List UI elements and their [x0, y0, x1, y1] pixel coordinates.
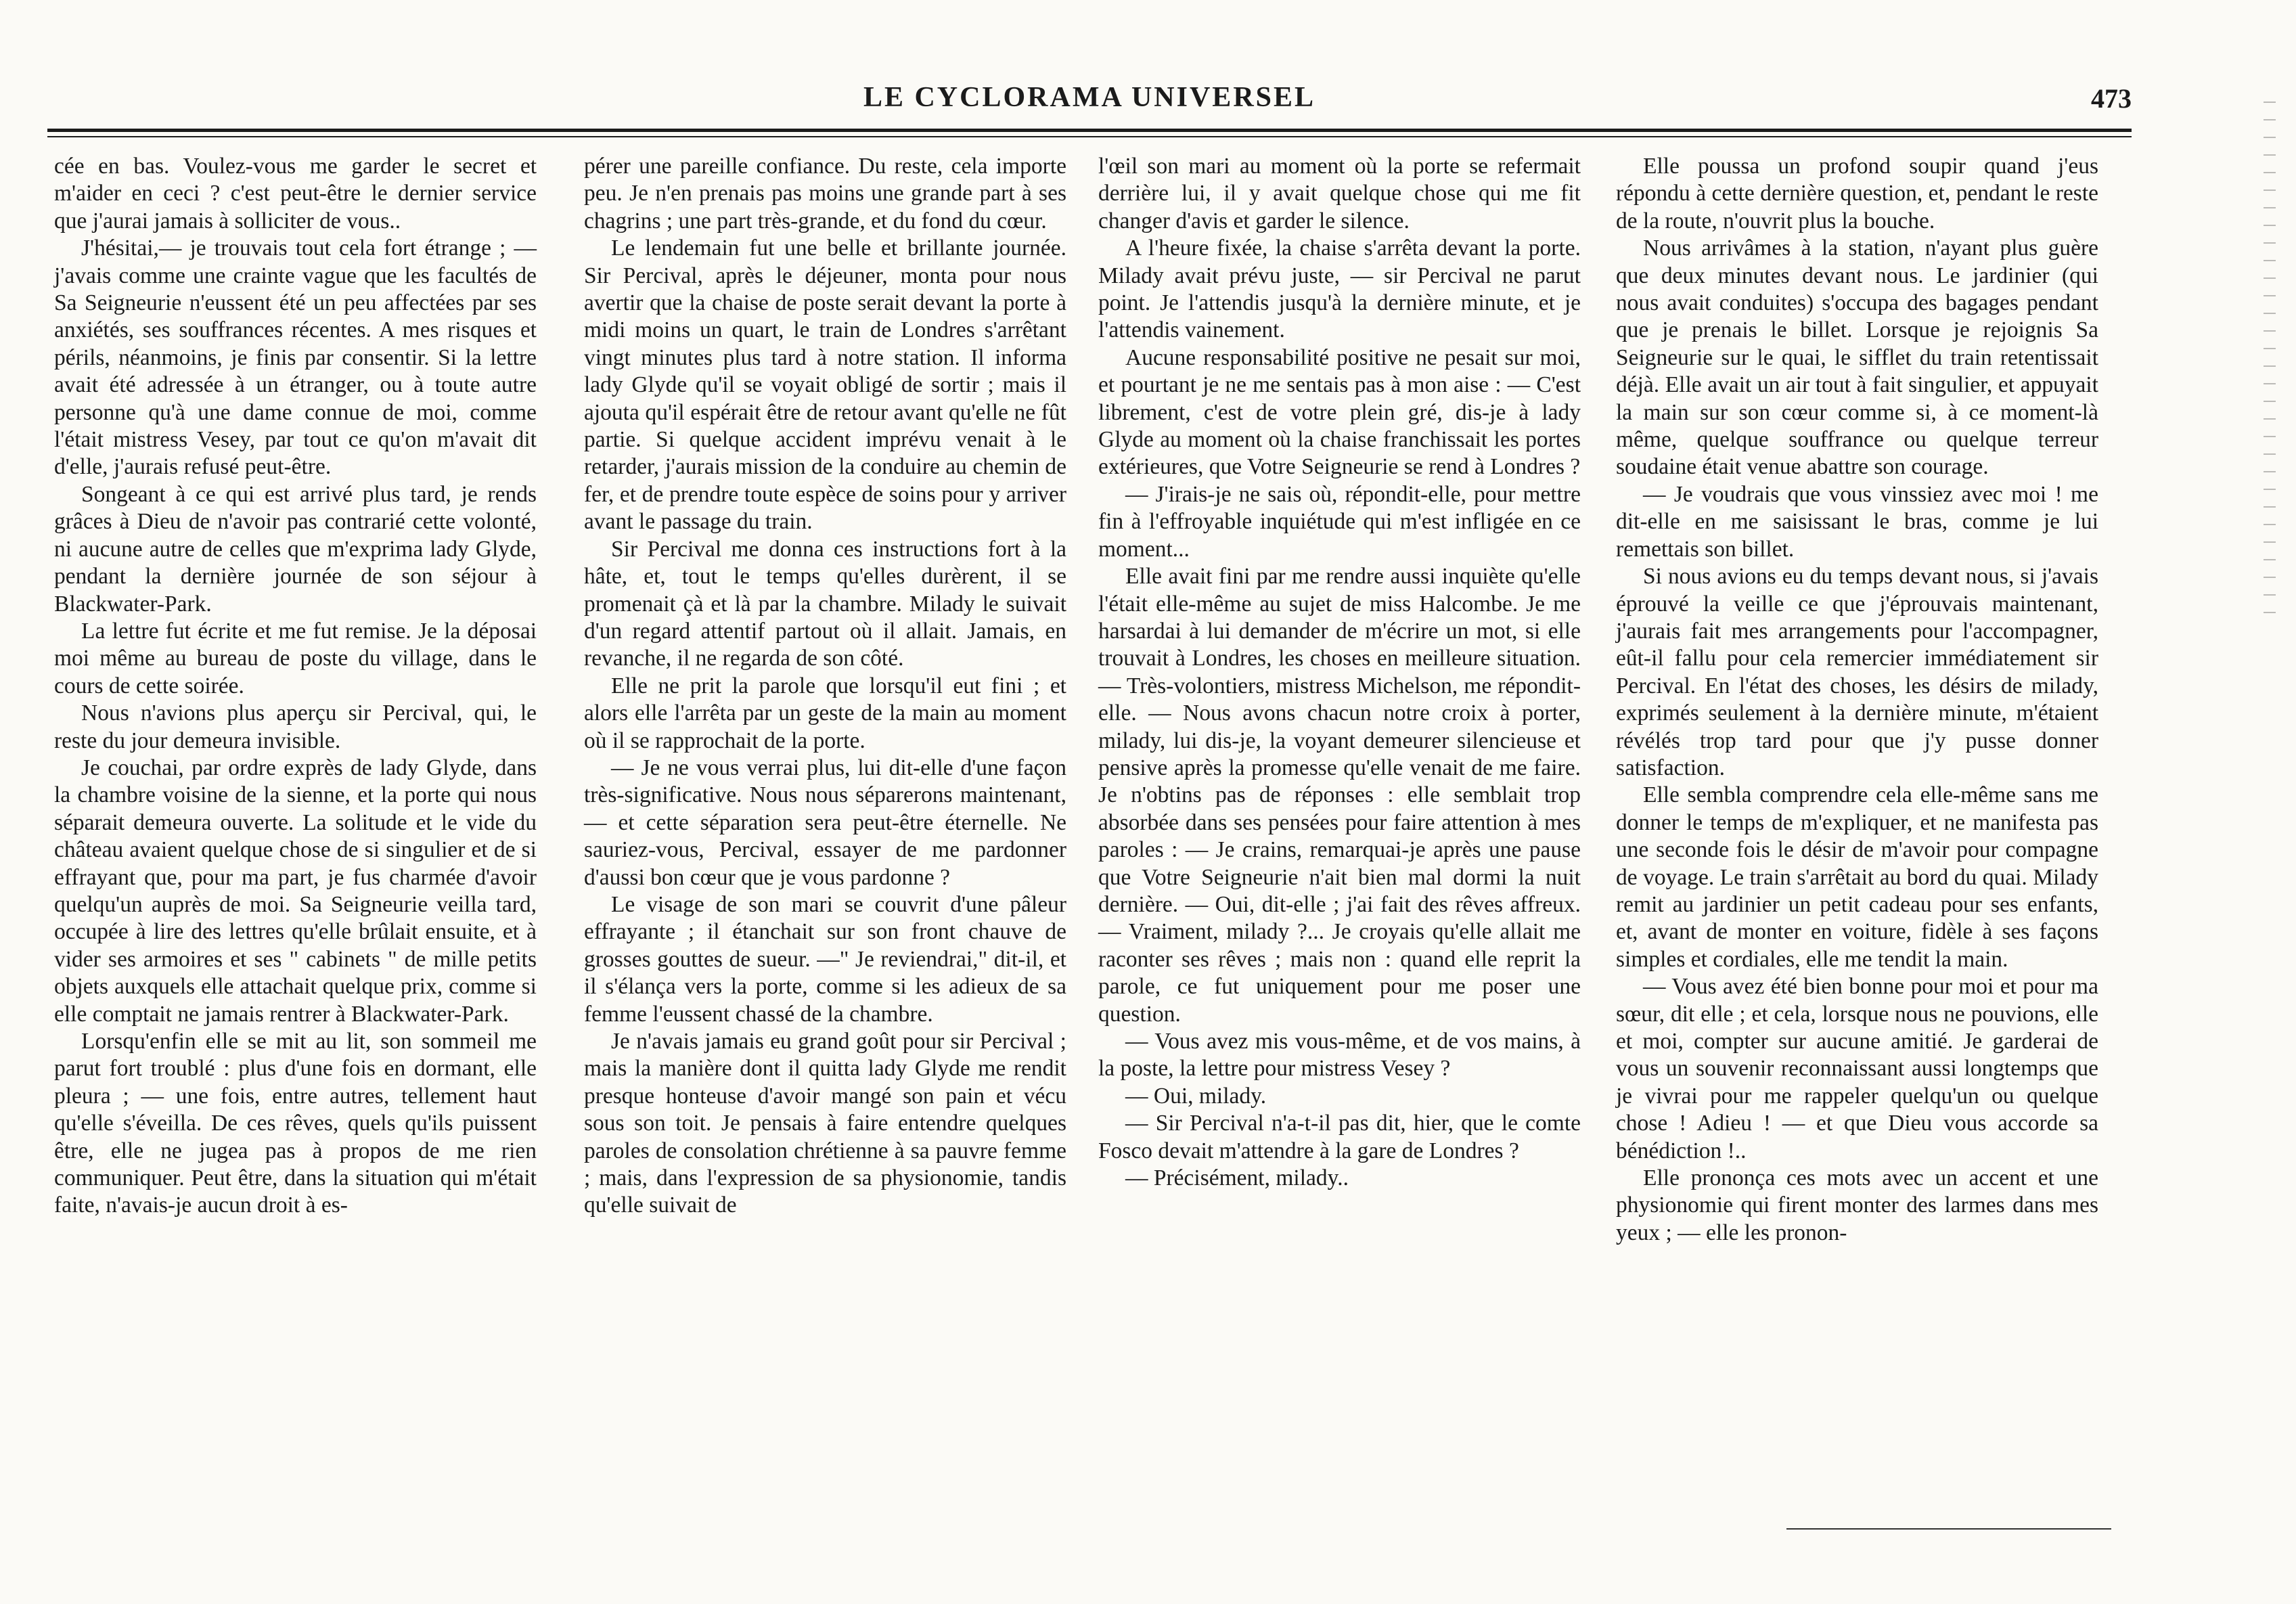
footer-rule [1786, 1528, 2111, 1530]
paragraph: Lorsqu'enfin elle se mit au lit, son sommeil me parut fort troublé : plus d'une fois en dormant, elle pleura ; — une fois, entre autres, tellement haut qu'elle s'éveilla. De ces rêves, quels qu'ils puissent être, elle ne jugea pas à propos de me rien communiquer. Peut être, dans la situation qui m'était faite, n'avais-je aucun droit à es- [54, 1029, 537, 1218]
paragraph: — Je voudrais que vous vinssiez avec moi ! me dit-elle en me saisissant le bras, comme je lui remettais son billet. [1616, 481, 2098, 562]
paragraph: — Sir Percival n'a-t-il pas dit, hier, que le comte Fosco devait m'attendre à la gare de Londres ? [1098, 1111, 1581, 1163]
paragraph: l'œil son mari au moment où la porte se refermait derrière lui, il y avait quelque chose qui me fit changer d'avis et garder le silence. [1098, 154, 1581, 233]
column-2 [584, 153, 1066, 1220]
paragraph: cée en bas. Voulez-vous me garder le secret et m'aider en ceci ? c'est peut-être le dernier service que j'aurai jamais à solliciter de vous.. [54, 154, 537, 233]
column-1 [54, 153, 537, 1220]
page-header [47, 81, 2132, 135]
paragraph: J'hésitai,— je trouvais tout cela fort étrange ; — j'avais comme une crainte vague que les facultés de Sa Seigneurie n'eussent été un peu affectées par ses anxiétés, ses souffrances récentes. A mes risques et périls, néanmoins, je finis par consentir. Si la lettre avait été adressée à un étranger, ou à toute autre personne qu'à une dame connue de moi, comme l'était mistress Vesey, par tout ce qu'on m'avait dit d'elle, j'aurais refusé peut-être. [54, 236, 537, 480]
paragraph: Elle prononça ces mots avec un accent et une physionomie qui firent monter des larmes dans mes yeux ; — elle les pronon- [1616, 1165, 2098, 1245]
paragraph: — Vous avez été bien bonne pour moi et pour ma sœur, dit elle ; et cela, lorsque nous ne pouvions, elle et moi, compter sur aucune amitié. Je garderai de vous un souvenir reconnaissant aussi longtemps que je vivrai pour me rappeler quelqu'un ou quelque chose ! Adieu ! — et que Dieu vous accorde sa bénédiction !.. [1616, 974, 2098, 1163]
paragraph: Nous arrivâmes à la station, n'ayant plus guère que deux minutes devant nous. Le jardinier (qui nous avait conduites) s'occupa des bagages pendant que je prenais le billet. Lorsque je rejoignis Sa Seigneurie sur le quai, le sifflet du train retentissait déjà. Elle avait un air tout à fait singulier, et appuyait la main sur son cœur comme si, à ce moment-là même, quelque souffrance ou quelque terreur soudaine était venue abattre son courage. [1616, 236, 2098, 480]
page-number: 473 [2091, 83, 2132, 114]
paragraph: Sir Percival me donna ces instructions fort à la hâte, et, tout le temps qu'elles durèrent, il se promenait çà et là par la chambre. Milady le suivait d'un regard attentif partout où il allait. Jamais, en revanche, il ne regarda de son côté. [584, 536, 1066, 671]
page-edge-mark [2264, 102, 2276, 616]
paragraph: Nous n'avions plus aperçu sir Percival, qui, le reste du jour demeura invisible. [54, 700, 537, 753]
header-rule-thin [47, 136, 2132, 137]
paragraph: — Vous avez mis vous-même, et de vos mains, à la poste, la lettre pour mistress Vesey ? [1098, 1029, 1581, 1082]
paragraph: — J'irais-je ne sais où, répondit-elle, pour mettre fin à l'effroyable inquiétude qui m'est infligée en ce moment... [1098, 481, 1581, 562]
paragraph: Elle sembla comprendre cela elle-même sans me donner le temps de m'expliquer, et ne manifesta pas une seconde fois le désir de m'avoir pour compagne de voyage. Le train s'arrêtait au bord du quai. Milady remit au jardinier un petit cadeau pour ses enfants, et, avant de monter en voiture, fidèle à ses façons simples et cordiales, elle me tendit la main. [1616, 782, 2098, 972]
paragraph: — Précisément, milady.. [1125, 1165, 1349, 1191]
paragraph: — Oui, milady. [1125, 1083, 1267, 1109]
paragraph: Aucune responsabilité positive ne pesait sur moi, et pourtant je ne me sentais pas à mon aise : — C'est librement, c'est de votre plein gré, dis-je à lady Glyde au moment où la chaise franchissait les portes extérieures, que Votre Seigneurie se rend à Londres ? [1098, 344, 1581, 480]
column-3 [1098, 153, 1581, 1192]
header-rule [47, 129, 2132, 132]
paragraph: A l'heure fixée, la chaise s'arrêta devant la porte. Milady avait prévu juste, — sir Percival ne parut point. Je l'attendis jusqu'à la dernière minute, et je l'attendis vainement. [1098, 236, 1581, 343]
text-columns [54, 153, 2126, 1425]
paragraph: Songeant à ce qui est arrivé plus tard, je rends grâces à Dieu de n'avoir pas contrarié cette volonté, ni aucune autre de celles que m'exprima lady Glyde, pendant la dernière journée de son séjour à Blackwater-Park. [54, 481, 537, 617]
paragraph: Je n'avais jamais eu grand goût pour sir Percival ; mais la manière dont il quitta lady Glyde me rendit presque honteuse d'avoir mangé son pain et vécu sous son toit. Je pensais à faire entendre quelques paroles de consolation chrétienne à sa pauvre femme ; mais, dans l'expression de sa physionomie, tandis qu'elle suivait de [584, 1029, 1066, 1218]
running-title: LE CYCLORAMA UNIVERSEL [863, 82, 1316, 113]
paragraph: Je couchai, par ordre exprès de lady Glyde, dans la chambre voisine de la sienne, et la porte qui nous séparait demeura ouverte. La solitude et le vide du château avaient quelque chose de si singulier et de si effrayant que, pour ma part, je fus charmée d'avoir quelqu'un auprès de moi. Sa Seigneurie veilla tard, occupée à lire des lettres qu'elle brûlait ensuite, et à vider ses armoires et ses " cabinets " de mille petits objets auxquels elle attachait quelque prix, comme si elle comptait ne jamais rentrer à Blackwater-Park. [54, 755, 537, 1027]
paragraph: La lettre fut écrite et me fut remise. Je la déposai moi même au bureau de poste du village, dans le cours de cette soirée. [54, 618, 537, 698]
paragraph: Le visage de son mari se couvrit d'une pâleur effrayante ; il étanchait sur son front chauve de grosses gouttes de sueur. —" Je reviendrai," dit-il, et il s'élança vers la porte, comme si les adieux de sa femme l'eussent chassé de la chambre. [584, 891, 1066, 1027]
paragraph: Elle poussa un profond soupir quand j'eus répondu à cette dernière question, et, pendant le reste de la route, n'ouvrit plus la bouche. [1616, 154, 2098, 233]
paragraph: pérer une pareille confiance. Du reste, cela importe peu. Je n'en prenais pas moins une grande part à ses chagrins ; une part très-grande, et du fond du cœur. [584, 154, 1066, 233]
paragraph: — Je ne vous verrai plus, lui dit-elle d'une façon très-significative. Nous nous séparerons maintenant, — et cette séparation sera peut-être éternelle. Ne sauriez-vous, Percival, essayer de me pardonner d'aussi bon cœur que je vous pardonne ? [584, 755, 1066, 890]
column-4 [1616, 153, 2098, 1247]
paragraph: Le lendemain fut une belle et brillante journée. Sir Percival, après le déjeuner, monta pour nous avertir que la chaise de poste serait devant la porte à midi moins un quart, le train de Londres s'arrêtant vingt minutes plus tard à notre station. Il informa lady Glyde qu'il se voyait obligé de sortir ; mais il ajouta qu'il espérait être de retour avant qu'elle ne fût partie. Si quelque accident imprévu venait à le retarder, j'aurais mission de la conduire au chemin de fer, et de prendre toute espèce de soins pour y arriver avant le passage du train. [584, 236, 1066, 535]
paragraph: Si nous avions eu du temps devant nous, si j'avais éprouvé la veille ce que j'éprouvais maintenant, j'aurais fait mes arrangements pour l'accompagner, eût-il fallu pour cela remercier immédiatement sir Percival. En l'état des choses, les désirs de milady, exprimés seulement à la dernière minute, m'étaient révélés trop tard pour que j'y pusse donner satisfaction. [1616, 564, 2098, 780]
paragraph: Elle ne prit la parole que lorsqu'il eut fini ; et alors elle l'arrêta par un geste de la main au moment où il se rapprochait de la porte. [584, 673, 1066, 753]
paragraph: Elle avait fini par me rendre aussi inquiète qu'elle l'était elle-même au sujet de miss Halcombe. Je me harsardai à lui demander de m'écrire un mot, si elle trouvait à Londres, les choses en meilleure situation. — Très-volontiers, mistress Michelson, me répondit-elle. — Nous avons chacun notre croix à porter, milady, lui dis-je, la voyant demeurer silencieuse et pensive après la promesse qu'elle venait de me faire. Je n'obtins pas de réponses : elle semblait trop absorbée dans ses pensées pour faire attention à mes paroles : — Je crains, remarquai-je après une pause que Votre Seigneurie n'ait bien mal dormi la nuit dernière. — Oui, dit-elle ; j'ai fait des rêves affreux. — Vraiment, milady ?... Je croyais qu'elle allait me raconter ses rêves ; mais non : quand elle reprit la parole, ce fut uniquement pour me poser une question. [1098, 564, 1581, 1027]
